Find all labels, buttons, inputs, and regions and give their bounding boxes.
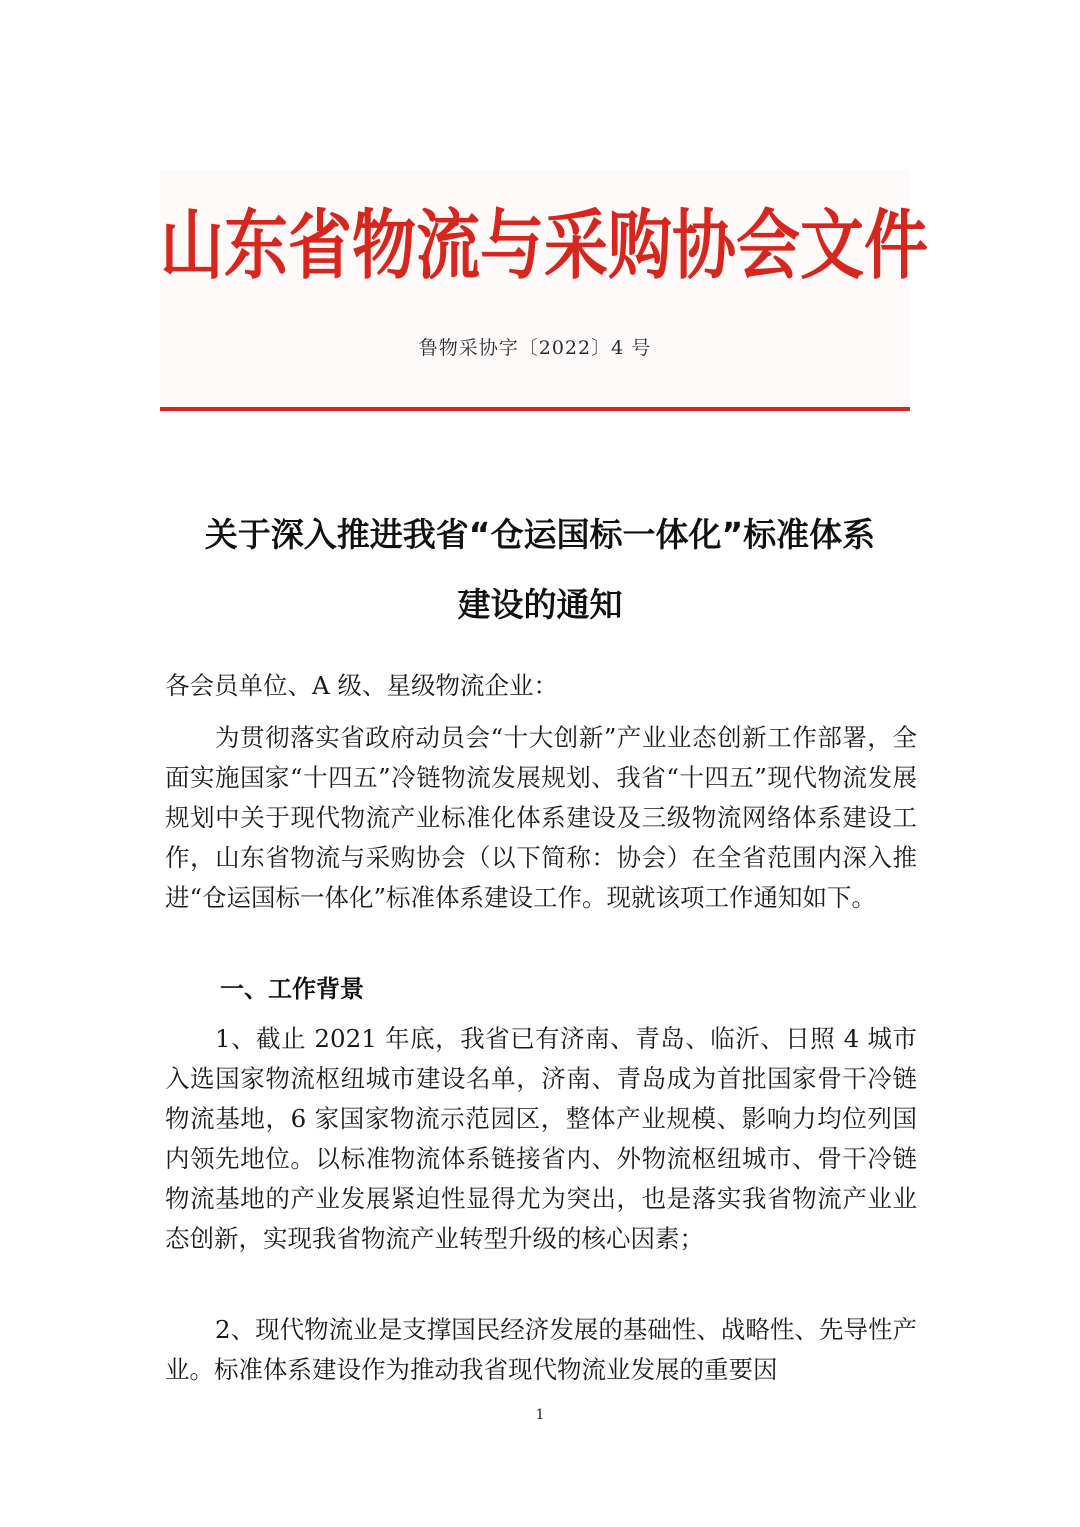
document-title (160, 500, 920, 640)
title-line-1: 关于深入推进我省“仓运国标一体化”标准体系 (204, 515, 876, 554)
red-divider-line (160, 407, 910, 411)
document-number: 鲁物采协字〔2022〕4 号 (418, 337, 652, 359)
paragraph-item-2: 2、现代物流业是支撑国民经济发展的基础性、战略性、先导性产业。标准体系建设作为推动我省现代物流业发展的重要因 (165, 1315, 917, 1384)
salutation: 各会员单位、A 级、星级物流企业： (165, 671, 558, 700)
intro-paragraph: 为贯彻落实省政府动员会“十大创新”产业业态创新工作部署，全面实施国家“十四五”冷链物流发展规划、我省“十四五”现代物流发展规划中关于现代物流产业标准化体系建设及三级物流网络体系建设工作，山东省物流与采购协会（以下简称：协会）在全省范围内深入推进“仓运国标一体化”标准体系建设工作。现就该项工作通知如下。 (165, 723, 917, 912)
page-number: 1 (535, 1407, 545, 1423)
title-line-2: 建设的通知 (457, 585, 623, 624)
org-name-banner: 山东省物流与采购协会文件 (160, 203, 928, 291)
letterhead (160, 170, 928, 410)
section-heading-background: 一、工作背景 (220, 975, 364, 1003)
paragraph-item-1: 1、截止 2021 年底，我省已有济南、青岛、临沂、日照 4 城市入选国家物流枢纽城市建设名单，济南、青岛成为首批国家骨干冷链物流基地，6 家国家物流示范园区，整体产业规模、影响力均位列国内领先地位。以标准物流体系链接省内、外物流枢纽城市、骨干冷链物流基地的产业发展紧迫性显得尤为突出，也是落实我省物流产业业态创新，实现我省物流产业转型升级的核心因素； (165, 1024, 917, 1253)
